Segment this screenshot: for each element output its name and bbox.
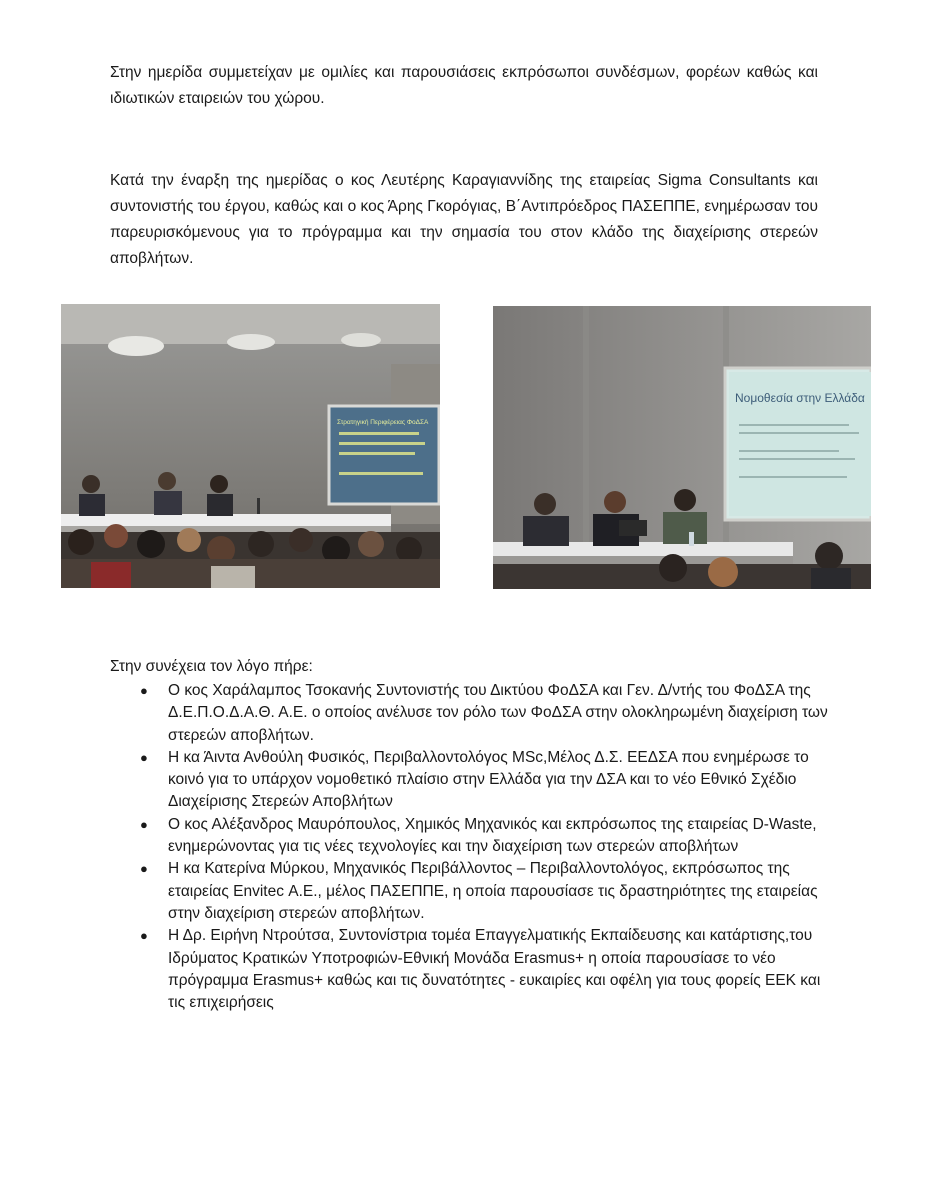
speaker-text: Η κα Άιντα Ανθούλη Φυσικός, Περιβαλλοντολόγος MSc,Μέλος Δ.Σ. ΕΕΔΣΑ που ενημέρωσε το κοινό για το υπάρχον νομοθετικό πλαίσιο στην Ελλάδα για την ΔΣΑ και το νέο Εθνικό Σχέδιο Διαχείρισης Στερεών Αποβλήτων [168, 748, 809, 811]
speaker-text: Η Δρ. Ειρήνη Ντρούτσα, Συντονίστρια τομέα Επαγγελματικής Εκπαίδευσης και κατάρτισης,του Ιδρύματος Κρατικών Υποτροφιών-Εθνική Μονάδα Erasmus+ η οποία παρουσίασε το νέο πρόγραμμα Erasmus+ καθώς και τις δυνατότητες - ευκαιρίες και οφέλη για τους φορείς ΕΕΚ και τις επιχειρήσεις [168, 927, 821, 1012]
left-slide-text: Στρατηγική Περιφέρειας ΦοΔΣΑ [337, 419, 429, 426]
bullet-icon: ● [140, 749, 148, 765]
list-item [110, 858, 830, 925]
list-item [110, 747, 830, 814]
conference-photo-panel-left [61, 304, 440, 588]
bullet-icon: ● [140, 861, 148, 877]
bullet-icon: ● [140, 928, 148, 944]
list-item [110, 680, 830, 747]
bullet-icon: ● [140, 816, 148, 832]
speaker-text: Η κα Κατερίνα Μύρκου, Μηχανικός Περιβάλλοντος – Περιβαλλοντολόγος, εκπρόσωπος της εταιρείας Envitec Α.Ε., μέλος ΠΑΣΕΠΠΕ, η οποία παρουσίασε τις δραστηριότητες της εταιρείας στην διαχείριση στερεών αποβλήτων. [168, 860, 818, 922]
speakers-list [110, 680, 830, 1014]
right-slide-title: Νομοθεσία στην Ελλάδα [735, 391, 865, 405]
paragraph-participants: Στην ημερίδα συμμετείχαν με ομιλίες και παρουσιάσεις εκπρόσωποι συνδέσμων, φορέων καθώς και ιδιωτικών εταιρειών του χώρου. [110, 64, 818, 107]
paragraph-opening: Κατά την έναρξη της ημερίδας ο κος Λευτέρης Καραγιαννίδης της εταιρείας Sigma Consultants και συντονιστής του έργου, καθώς και ο κος Άρης Γκορόγιας, Β΄Αντιπρόεδρος ΠΑΣΕΠΠΕ, ενημέρωσαν του παρευρισκόμενους για το πρόγραμμα και την σημασία του στον κλάδο της διαχείρισης στερεών αποβλήτων. [110, 172, 818, 267]
speakers-intro: Στην συνέχεια τον λόγο πήρε: [110, 658, 313, 675]
list-item [110, 814, 830, 859]
speaker-text: Ο κος Αλέξανδρος Μαυρόπουλος, Χημικός Μηχανικός και εκπρόσωπος της εταιρείας D-Waste, ενημερώνοντας για τις νέες τεχνολογίες και την διαχείριση των στερεών αποβλήτων [168, 815, 817, 856]
speaker-text: Ο κος Χαράλαμπος Τσοκανής Συντονιστής του Δικτύου ΦοΔΣΑ και Γεν. Δ/ντής του ΦοΔΣΑ της Δ.Ε.Π.Ο.Δ.Α.Θ. Α.Ε. ο οποίος ανέλυσε τον ρόλο των ΦοΔΣΑ στην ολοκληρωμένη διαχείριση των στερεών αποβλήτων. [168, 682, 828, 744]
conference-photo-panel-right [493, 306, 871, 589]
list-item [110, 925, 830, 1014]
bullet-icon: ● [140, 683, 148, 698]
